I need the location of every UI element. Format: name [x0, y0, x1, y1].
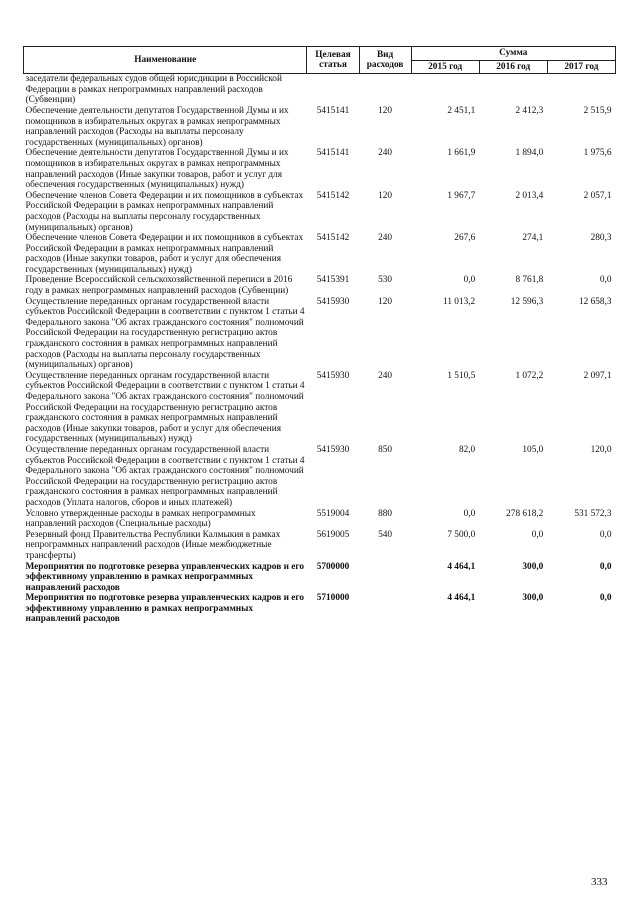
row-target-article: 5415930: [316, 444, 350, 455]
header-target-article: [307, 47, 359, 74]
row-sum-2017: 0,0: [599, 561, 612, 572]
row-name: заседатели федеральных судов общей юрисдикции в Российской Федерации в рамках непрограммных направлений расходов (Субвенции): [25, 74, 282, 106]
row-name: Осуществление переданных органам государственной власти субъектов Российской Федерации в соответствии с пунктом 1 статьи 4 Федерального закона "Об актах гражданского состояния" полномочий Российской Федерации на государственную регистрацию актов гражданского состояния в рамках непрограммных направлений расходов (Иные закупки товаров, работ и услуг для обеспечения государственных (муниципальных) нужд): [25, 370, 305, 445]
header-year-2017: 2017 год: [547, 60, 615, 74]
row-sum-2016: 274,1: [522, 233, 544, 244]
row-sum-2017: 0,0: [599, 529, 612, 540]
row-expense-type: [359, 562, 411, 594]
row-target-article: 5700000: [316, 561, 350, 572]
row-sum-2016: 1 072,2: [515, 370, 544, 381]
row-name: Обеспечение членов Совета Федерации и их помощников в субъектах Российской Федерации в рамках непрограммных направлений расходов (Расходы на выплаты персоналу государственных (муниципальных) органов): [25, 190, 304, 233]
row-expense-type: [359, 74, 411, 106]
row-expense-type: 850: [378, 444, 393, 455]
table-row: [24, 297, 616, 371]
row-name: Обеспечение деятельности депутатов Государственной Думы и их помощников в избирательных округах в рамках непрограммных направлений расходов (Расходы на выплаты персоналу государственных (муниципальных) органов): [25, 105, 289, 148]
row-sum-2015: 0,0: [463, 275, 476, 286]
row-sum-2015: 11 013,2: [443, 296, 476, 307]
header-expense-type: [359, 47, 411, 74]
row-sum-2015: 82,0: [458, 444, 476, 455]
row-sum-2017: 2 097,1: [583, 370, 612, 381]
table-row: [24, 445, 616, 509]
header-expense-type-line2: расходов: [366, 60, 404, 71]
row-target-article: 5415141: [316, 148, 350, 159]
row-expense-type: 240: [378, 148, 393, 159]
row-sum-2015: [411, 74, 479, 106]
row-name: Проведение Всероссийской сельскохозяйственной переписи в 2016 году в рамках непрограммных направлений расходов (Субвенции): [25, 275, 293, 297]
row-expense-type: 880: [378, 508, 393, 519]
row-sum-2016: [479, 74, 547, 106]
row-target-article: 5619005: [316, 529, 350, 540]
row-target-article: 5415142: [316, 190, 350, 201]
row-sum-2016: 1 894,0: [515, 148, 544, 159]
row-name: Мероприятия по подготовке резерва управленческих кадров и его эффективному управлению в рамках непрограммных направлений расходов: [25, 593, 305, 625]
row-target-article: 5415391: [316, 275, 350, 286]
row-sum-2015: 4 464,1: [447, 561, 476, 572]
table-row: [24, 233, 616, 275]
row-sum-2017: 12 658,3: [578, 296, 612, 307]
row-sum-2015: 267,6: [454, 233, 476, 244]
row-name: Обеспечение деятельности депутатов Государственной Думы и их помощников в избирательных округах в рамках непрограммных направлений расходов (Иные закупки товаров, работ и услуг для обеспечения государственных (муниципальных) нужд): [25, 148, 289, 191]
row-sum-2015: 1 510,5: [447, 370, 476, 381]
row-sum-2016: 300,0: [522, 593, 544, 604]
row-expense-type: 540: [378, 529, 393, 540]
table-row: [24, 148, 616, 190]
table-row: [24, 593, 616, 625]
row-target-article: 5710000: [316, 593, 350, 604]
row-sum-2017: 2 515,9: [583, 105, 612, 116]
header-target-article-line2: статья: [319, 60, 347, 71]
row-sum-2016: 2 412,3: [515, 105, 544, 116]
page-number: 333: [591, 876, 608, 888]
row-name: Осуществление переданных органам государственной власти субъектов Российской Федерации в соответствии с пунктом 1 статьи 4 Федерального закона "Об актах гражданского состояния" полномочий Российской Федерации на государственную регистрацию актов гражданского состояния в рамках непрограммных направлений расходов (Уплата налогов, сборов и иных платежей): [25, 444, 305, 508]
table-row: [24, 74, 616, 106]
row-sum-2015: 1 967,7: [447, 190, 476, 201]
table-row: [24, 371, 616, 445]
row-name: Осуществление переданных органам государственной власти субъектов Российской Федерации в соответствии с пунктом 1 статьи 4 Федерального закона "Об актах гражданского состояния" полномочий Российской Федерации на государственную регистрацию актов гражданского состояния в рамках непрограммных направлений расходов (Расходы на выплаты персоналу государственных (муниципальных) органов): [25, 296, 305, 371]
header-year-2016: 2016 год: [479, 60, 547, 74]
row-sum-2015: 0,0: [463, 508, 476, 519]
row-sum-2017: 120,0: [590, 444, 612, 455]
row-target-article: 5415930: [316, 296, 350, 307]
header-expense-type-line1: Вид: [376, 49, 394, 60]
row-sum-2015: 2 451,1: [447, 105, 476, 116]
row-sum-2015: 4 464,1: [447, 593, 476, 604]
row-sum-2017: 0,0: [599, 593, 612, 604]
row-name: Обеспечение членов Совета Федерации и их помощников в субъектах Российской Федерации в рамках непрограммных направлений расходов (Иные закупки товаров, работ и услуг для обеспечения государственных (муниципальных) нужд): [25, 233, 304, 275]
header-name: Наименование: [24, 47, 307, 74]
table-row: [24, 275, 616, 296]
row-name: Условно утвержденные расходы в рамках непрограммных направлений расходов (Специальные расходы): [25, 508, 256, 530]
row-target-article: 5415930: [316, 370, 350, 381]
table-row: [24, 191, 616, 233]
row-expense-type: 240: [378, 233, 393, 244]
row-expense-type: 530: [378, 275, 393, 286]
row-sum-2017: [547, 74, 615, 106]
table-body: [24, 74, 616, 625]
row-sum-2016: 0,0: [531, 529, 544, 540]
row-target-article: 5415141: [316, 105, 350, 116]
row-sum-2017: 280,3: [590, 233, 612, 244]
row-sum-2016: 8 761,8: [515, 275, 544, 286]
row-target-article: [307, 74, 359, 106]
row-name: Резервный фонд Правительства Республики Калмыкия в рамках непрограммных направлений расходов (Иные межбюджетные трансферты): [25, 529, 281, 561]
row-sum-2017: 1 975,6: [583, 148, 612, 159]
row-target-article: 5519004: [316, 508, 350, 519]
row-expense-type: [359, 593, 411, 625]
budget-table: [23, 46, 616, 625]
table-row: [24, 562, 616, 594]
table-row: [24, 530, 616, 562]
row-sum-2016: 2 013,4: [515, 190, 544, 201]
row-sum-2017: 2 057,1: [583, 190, 612, 201]
header-sum: Сумма: [411, 47, 615, 61]
header-row-1: [24, 47, 616, 61]
row-sum-2015: 7 500,0: [447, 529, 476, 540]
row-expense-type: 120: [378, 296, 393, 307]
row-sum-2017: 531 572,3: [574, 508, 612, 519]
row-expense-type: 240: [378, 370, 393, 381]
row-name: Мероприятия по подготовке резерва управленческих кадров и его эффективному управлению в рамках непрограммных направлений расходов: [25, 561, 305, 593]
row-expense-type: 120: [378, 190, 393, 201]
table-row: [24, 106, 616, 148]
row-sum-2015: 1 661,9: [447, 148, 476, 159]
budget-table-page: [23, 46, 616, 625]
row-expense-type: 120: [378, 105, 393, 116]
row-sum-2016: 12 596,3: [510, 296, 544, 307]
row-sum-2017: 0,0: [599, 275, 612, 286]
header-year-2015: 2015 год: [411, 60, 479, 74]
row-sum-2016: 105,0: [522, 444, 544, 455]
row-sum-2016: 278 618,2: [506, 508, 544, 519]
table-row: [24, 509, 616, 530]
row-sum-2016: 300,0: [522, 561, 544, 572]
row-target-article: 5415142: [316, 233, 350, 244]
header-target-article-line1: Целевая: [315, 49, 351, 60]
